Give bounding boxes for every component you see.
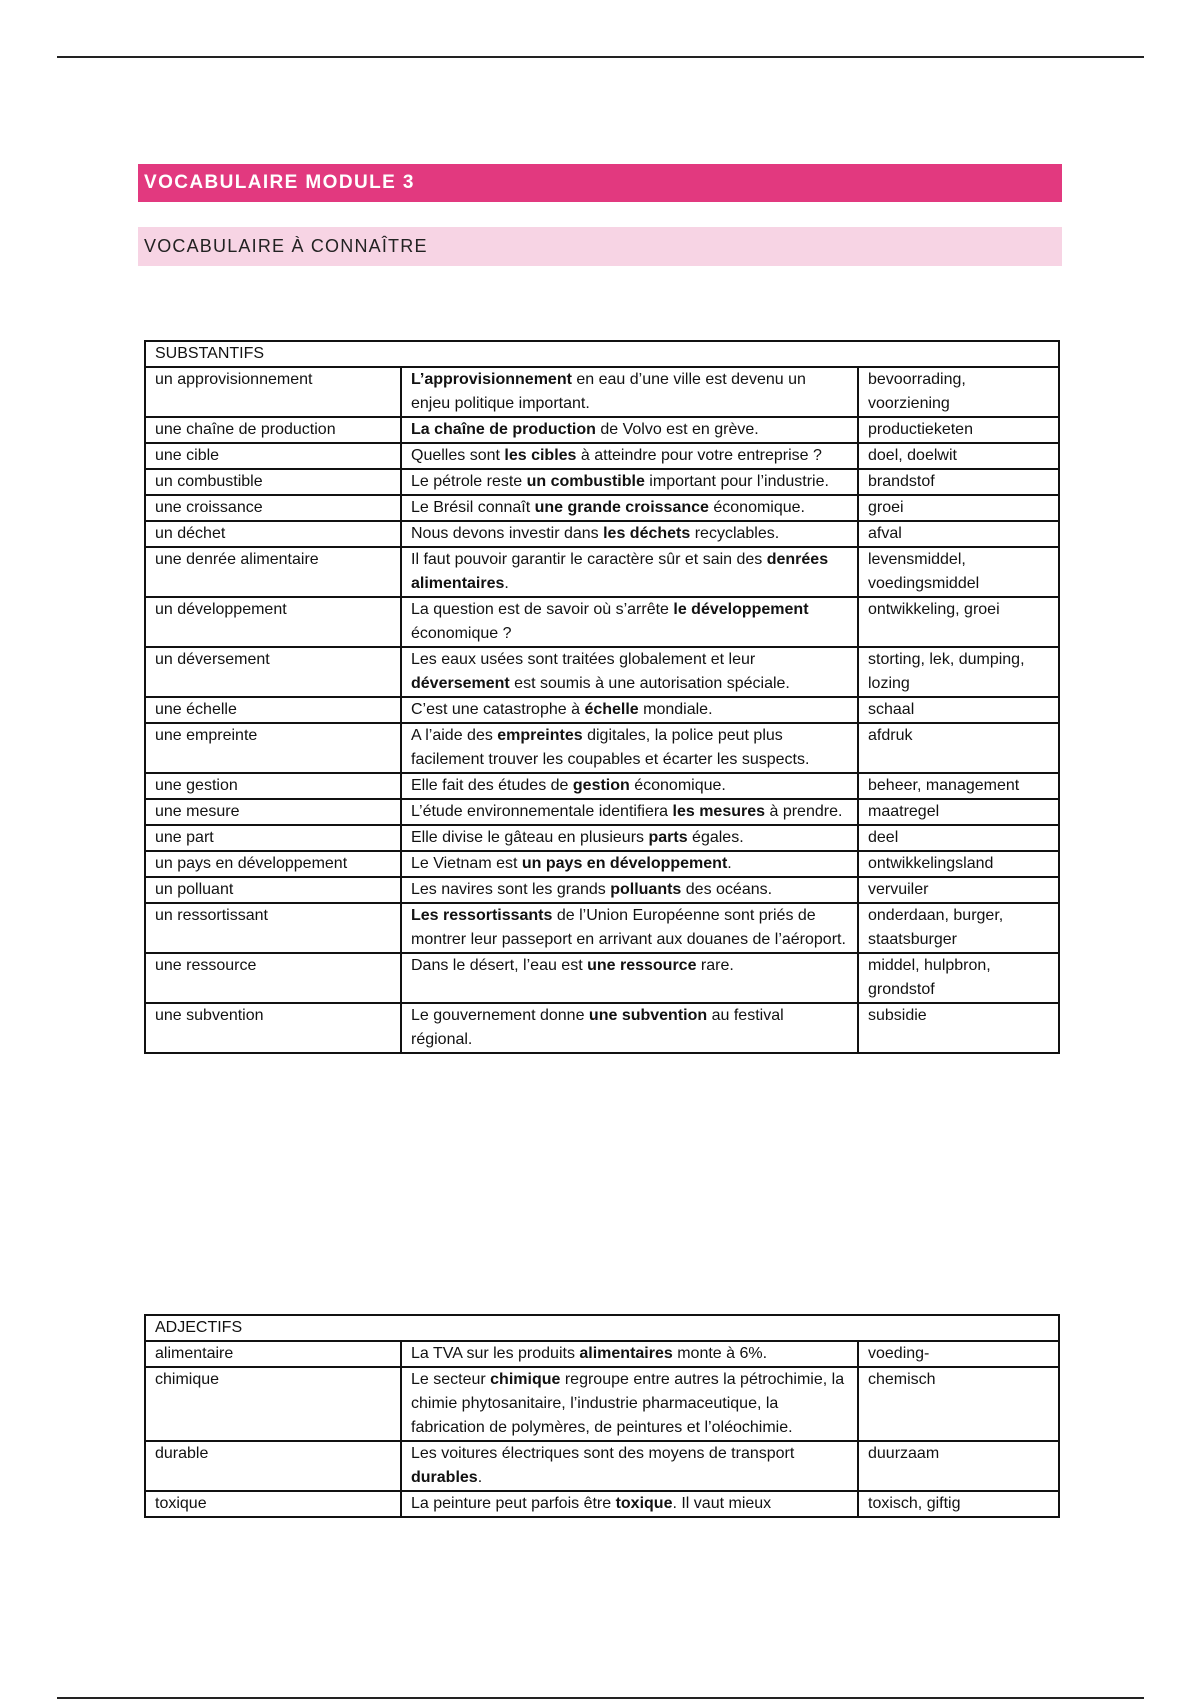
module-title: VOCABULAIRE MODULE 3 <box>138 164 1062 202</box>
vocab-translation: duurzaam <box>858 1441 1059 1491</box>
vocab-example <box>401 903 858 953</box>
substantifs-table <box>144 340 1060 1054</box>
vocab-example <box>401 521 858 547</box>
vocab-term: alimentaire <box>145 1341 401 1367</box>
vocab-term: une gestion <box>145 773 401 799</box>
example-text: Elle fait des études de <box>411 777 573 794</box>
vocab-translation: brandstof <box>858 469 1059 495</box>
vocab-example <box>401 367 858 417</box>
vocab-translation: ontwikkelingsland <box>858 851 1059 877</box>
example-text: mondiale. <box>638 701 713 718</box>
vocab-translation: afval <box>858 521 1059 547</box>
example-keyword: toxique <box>615 1495 673 1512</box>
vocab-translation: levensmiddel, voedingsmiddel <box>858 547 1059 597</box>
example-keyword: durables <box>411 1469 478 1486</box>
table-row <box>145 1003 1059 1053</box>
example-text: économique. <box>708 499 805 516</box>
vocab-example <box>401 647 858 697</box>
example-text: à prendre. <box>765 803 843 820</box>
table-row <box>145 773 1059 799</box>
table-row <box>145 521 1059 547</box>
vocab-term: un déchet <box>145 521 401 547</box>
vocab-example <box>401 773 858 799</box>
example-keyword: parts <box>648 829 688 846</box>
table-row <box>145 647 1059 697</box>
example-keyword: gestion <box>572 777 630 794</box>
example-text: est soumis à une autorisation spéciale. <box>509 675 790 692</box>
table-row <box>145 1341 1059 1367</box>
example-text: Le secteur <box>411 1371 491 1388</box>
vocab-term: un déversement <box>145 647 401 697</box>
vocab-example <box>401 825 858 851</box>
vocab-term: une part <box>145 825 401 851</box>
table-row <box>145 495 1059 521</box>
table-row <box>145 1367 1059 1441</box>
vocab-translation: beheer, management <box>858 773 1059 799</box>
vocab-term: une mesure <box>145 799 401 825</box>
example-text: Les voitures électriques sont des moyens de transport <box>411 1445 795 1462</box>
example-text: au festival régional. <box>411 1007 784 1048</box>
example-keyword: une subvention <box>588 1007 708 1024</box>
example-keyword: alimentaires <box>579 1345 673 1362</box>
vocab-translation: deel <box>858 825 1059 851</box>
vocab-example <box>401 851 858 877</box>
vocab-translation: doel, doelwit <box>858 443 1059 469</box>
vocab-translation: storting, lek, dumping, lozing <box>858 647 1059 697</box>
table-row <box>145 697 1059 723</box>
vocab-example <box>401 723 858 773</box>
example-keyword: une grande croissance <box>534 499 709 516</box>
example-text: L’étude environnementale identifiera <box>411 803 673 820</box>
adjectifs-table <box>144 1314 1060 1518</box>
example-keyword: échelle <box>584 701 639 718</box>
example-keyword: un combustible <box>526 473 645 490</box>
example-text: Le gouvernement donne <box>411 1007 589 1024</box>
vocab-term: une croissance <box>145 495 401 521</box>
example-text: recyclables. <box>690 525 780 542</box>
table-row <box>145 417 1059 443</box>
example-keyword: Les ressortissants <box>411 907 553 924</box>
example-text: C’est une catastrophe à <box>411 701 585 718</box>
example-text: Les navires sont les grands <box>411 881 611 898</box>
table-row <box>145 851 1059 877</box>
vocab-translation: schaal <box>858 697 1059 723</box>
vocab-term: un pays en développement <box>145 851 401 877</box>
example-text: regroupe entre autres la pétrochimie, la chimie phytosanitaire, l’industrie pharmaceutique, la fabrication de polymères, de peintures et l’oléochimie. <box>411 1371 845 1436</box>
example-keyword: denrées alimentaires <box>411 551 829 592</box>
vocab-term: une échelle <box>145 697 401 723</box>
vocab-example <box>401 495 858 521</box>
vocab-term: une empreinte <box>145 723 401 773</box>
example-text: La TVA sur les produits <box>411 1345 580 1362</box>
table-row <box>145 953 1059 1003</box>
vocab-term: une denrée alimentaire <box>145 547 401 597</box>
example-text: en eau d’une ville est devenu un enjeu politique important. <box>411 371 806 412</box>
example-keyword: polluants <box>610 881 682 898</box>
example-text: Le Vietnam est <box>411 855 522 872</box>
example-text: Il faut pouvoir garantir le caractère sûr et sain des <box>411 551 767 568</box>
vocab-term: un ressortissant <box>145 903 401 953</box>
bottom-rule <box>57 1697 1144 1699</box>
vocab-example <box>401 1003 858 1053</box>
vocab-example <box>401 1441 858 1491</box>
example-keyword: un pays en développement <box>521 855 728 872</box>
example-keyword: une ressource <box>587 957 697 974</box>
example-text: Le Brésil connaît <box>411 499 535 516</box>
example-text: égales. <box>687 829 744 846</box>
example-text: . <box>727 855 732 872</box>
vocab-term: une ressource <box>145 953 401 1003</box>
vocab-term: un développement <box>145 597 401 647</box>
example-keyword: les mesures <box>672 803 766 820</box>
vocab-term: une chaîne de production <box>145 417 401 443</box>
example-text: Dans le désert, l’eau est <box>411 957 588 974</box>
example-text: rare. <box>696 957 734 974</box>
vocab-translation: productieketen <box>858 417 1059 443</box>
vocab-term: un approvisionnement <box>145 367 401 417</box>
vocab-translation: ontwikkeling, groei <box>858 597 1059 647</box>
vocab-example <box>401 597 858 647</box>
example-text: Quelles sont <box>411 447 505 464</box>
vocab-translation: maatregel <box>858 799 1059 825</box>
table-row <box>145 877 1059 903</box>
vocab-translation: subsidie <box>858 1003 1059 1053</box>
vocab-example <box>401 547 858 597</box>
vocab-translation: afdruk <box>858 723 1059 773</box>
example-text: économique ? <box>411 625 512 642</box>
example-text: . <box>477 1469 483 1486</box>
vocab-term: un combustible <box>145 469 401 495</box>
vocab-translation: bevoorrading, voorziening <box>858 367 1059 417</box>
vocab-example <box>401 417 858 443</box>
example-text: digitales, la police peut plus facilement trouver les coupables et écarter les suspects. <box>411 727 810 768</box>
table-section-label: SUBSTANTIFS <box>145 341 1059 367</box>
table-row <box>145 1441 1059 1491</box>
top-rule <box>57 56 1144 58</box>
table-row <box>145 443 1059 469</box>
example-text: Elle divise le gâteau en plusieurs <box>411 829 649 846</box>
example-text: monte à 6%. <box>672 1345 768 1362</box>
table-row <box>145 799 1059 825</box>
example-keyword: le développement <box>673 601 809 618</box>
example-keyword: les déchets <box>603 525 691 542</box>
example-keyword: les cibles <box>504 447 577 464</box>
example-text: de Volvo est en grève. <box>595 421 759 438</box>
vocab-example <box>401 953 858 1003</box>
vocab-translation: vervuiler <box>858 877 1059 903</box>
example-text: économique. <box>629 777 726 794</box>
table-row <box>145 723 1059 773</box>
example-text: Le pétrole reste <box>411 473 527 490</box>
vocab-term: une subvention <box>145 1003 401 1053</box>
example-text: . <box>504 575 509 592</box>
example-text: La question est de savoir où s’arrête <box>411 601 674 618</box>
vocab-translation: middel, hulpbron, grondstof <box>858 953 1059 1003</box>
vocab-term: chimique <box>145 1367 401 1441</box>
example-text: à atteindre pour votre entreprise ? <box>576 447 822 464</box>
example-keyword: empreintes <box>497 727 583 744</box>
vocab-term: toxique <box>145 1491 401 1517</box>
vocab-example <box>401 443 858 469</box>
vocab-example <box>401 1341 858 1367</box>
vocab-example <box>401 1367 858 1441</box>
example-keyword: chimique <box>490 1371 561 1388</box>
vocab-translation: chemisch <box>858 1367 1059 1441</box>
table-row <box>145 547 1059 597</box>
example-keyword: La chaîne de production <box>411 421 596 438</box>
table-section-label: ADJECTIFS <box>145 1315 1059 1341</box>
table-row <box>145 367 1059 417</box>
vocab-example <box>401 877 858 903</box>
table-row <box>145 597 1059 647</box>
example-keyword: déversement <box>411 675 510 692</box>
vocab-term: une cible <box>145 443 401 469</box>
vocab-translation: onderdaan, burger, staatsburger <box>858 903 1059 953</box>
vocab-translation: voeding- <box>858 1341 1059 1367</box>
example-text: de l’Union Européenne sont priés de montrer leur passeport en arrivant aux douanes de l’aéroport. <box>411 907 846 948</box>
section-subtitle: VOCABULAIRE À CONNAÎTRE <box>138 227 1062 266</box>
table-section-row <box>145 1315 1059 1341</box>
example-text: Les eaux usées sont traitées globalement et leur <box>411 651 756 668</box>
vocab-term: un polluant <box>145 877 401 903</box>
table-section-row <box>145 341 1059 367</box>
example-text: des océans. <box>681 881 773 898</box>
example-text: Nous devons investir dans <box>411 525 604 542</box>
vocab-translation: groei <box>858 495 1059 521</box>
example-keyword: L’approvisionnement <box>411 371 572 388</box>
example-text: . Il vaut mieux <box>672 1495 772 1512</box>
vocab-example <box>401 469 858 495</box>
example-text: important pour l’industrie. <box>644 473 829 490</box>
example-text: A l’aide des <box>411 727 498 744</box>
example-text: La peinture peut parfois être <box>411 1495 616 1512</box>
table-row <box>145 1491 1059 1517</box>
table-row <box>145 825 1059 851</box>
vocab-example <box>401 1491 858 1517</box>
table-row <box>145 903 1059 953</box>
vocab-example <box>401 799 858 825</box>
vocab-example <box>401 697 858 723</box>
table-row <box>145 469 1059 495</box>
vocab-term: durable <box>145 1441 401 1491</box>
vocab-translation: toxisch, giftig <box>858 1491 1059 1517</box>
